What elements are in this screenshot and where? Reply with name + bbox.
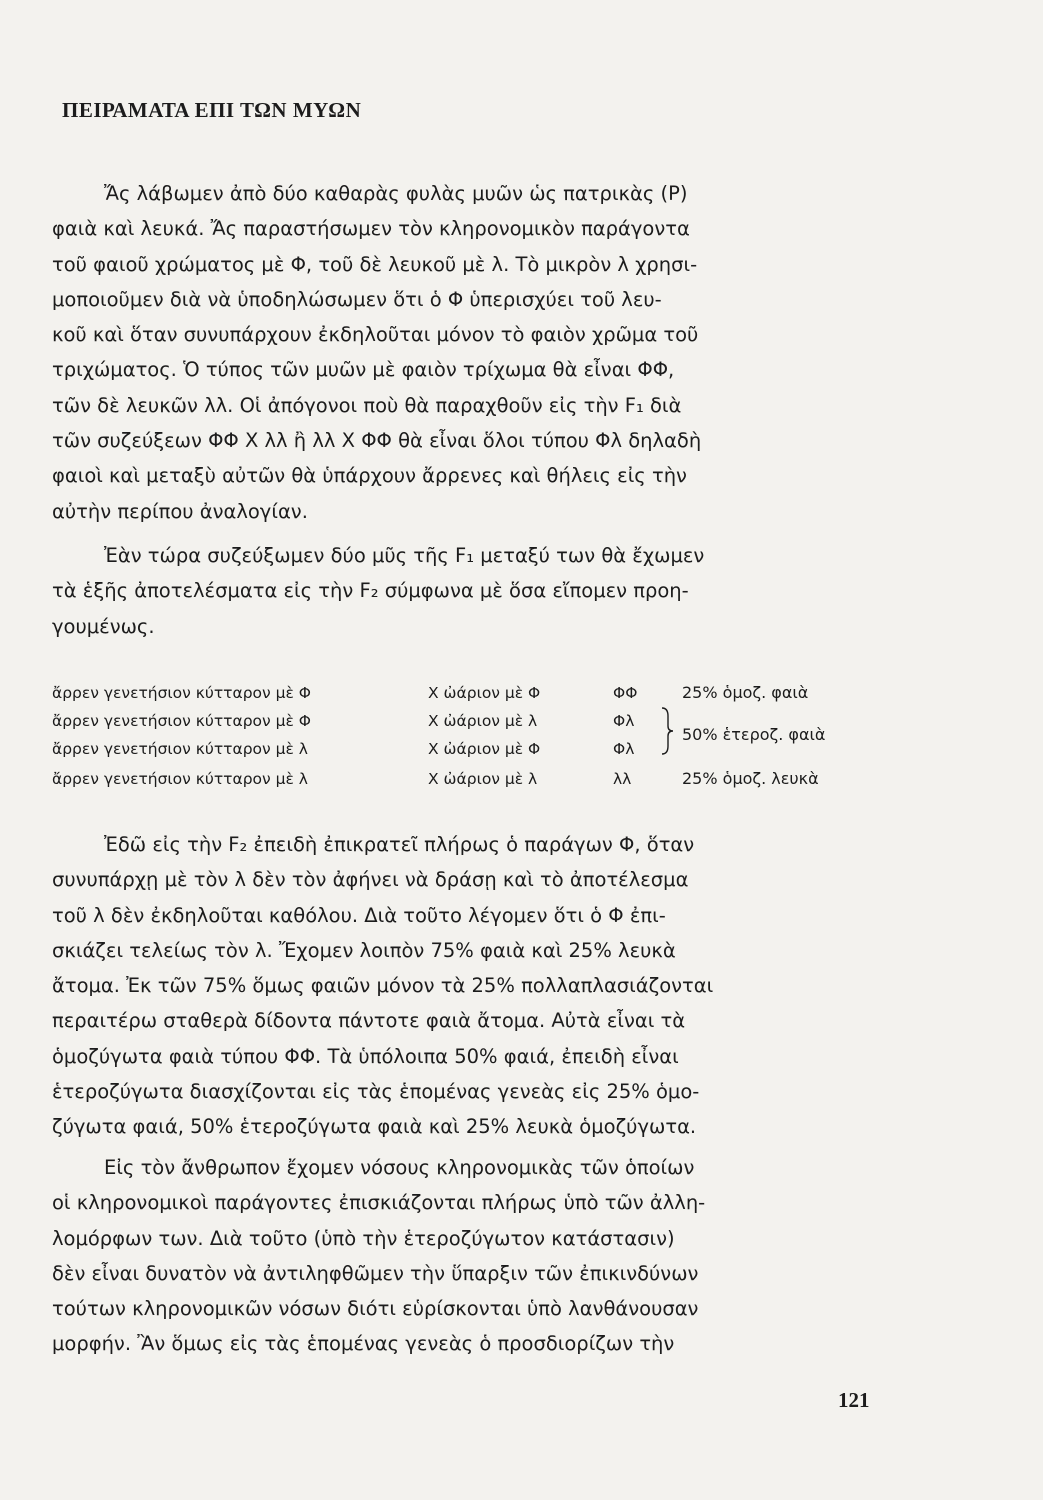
paragraph-2 — [52, 538, 907, 644]
text-line: οἱ κληρονομικοὶ παράγοντες ἐπισκιάζονται πλήρως ὑπὸ τῶν ἀλλη- — [52, 1191, 706, 1215]
text-line: περαιτέρω σταθερὰ δίδοντα πάντοτε φαιὰ ἄτομα. Αὐτὰ εἶναι τὰ — [52, 1009, 686, 1033]
text-line: σκιάζει τελείως τὸν λ. Ἔχομεν λοιπὸν 75% φαιὰ καὶ 25% λευκὰ — [52, 938, 676, 962]
text-line: μορφήν. Ἂν ὅμως εἰς τὰς ἑπομένας γενεὰς ὁ προσδιορίζων τὴν — [52, 1332, 675, 1356]
page-number: 121 — [838, 1388, 870, 1412]
genotype: Φλ — [613, 740, 635, 758]
text-line: ὁμοζύγωτα φαιὰ τύπου ΦΦ. Τὰ ὑπόλοιπα 50% φαιά, ἐπειδὴ εἶναι — [52, 1044, 679, 1068]
paragraph-3 — [52, 827, 907, 1145]
paragraph-1 — [52, 176, 907, 529]
section-heading: ΠΕΙΡΑΜΑΤΑ ΕΠΙ ΤΩΝ ΜΥΩΝ — [62, 98, 362, 122]
text-line: Εἰς τὸν ἄνθρωπον ἔχομεν νόσους κληρονομικὰς τῶν ὁποίων — [104, 1156, 695, 1179]
right-brace-icon — [660, 706, 674, 756]
text-line: συνυπάρχῃ μὲ τὸν λ δὲν τὸν ἀφήνει νὰ δράσῃ καὶ τὸ ἀποτέλεσμα — [52, 868, 689, 892]
genotype: Φλ — [613, 712, 635, 730]
text-line: Ἐδῶ εἰς τὴν F₂ ἐπειδὴ ἐπικρατεῖ πλήρως ὁ παράγων Φ, ὅταν — [104, 833, 695, 856]
male-gamete: ἄρρεν γενετήσιον κύτταρον μὲ λ — [52, 740, 308, 758]
text-line: φαιοὶ καὶ μεταξὺ αὐτῶν θὰ ὑπάρχουν ἄρρενες καὶ θήλεις εἰς τὴν — [52, 464, 687, 488]
female-gamete: Χ ὠάριον μὲ λ — [428, 770, 538, 788]
female-gamete: Χ ὠάριον μὲ Φ — [428, 684, 541, 702]
text-line: τοῦ φαιοῦ χρώματος μὲ Φ, τοῦ δὲ λευκοῦ μὲ λ. Τὸ μικρὸν λ χρησι- — [52, 252, 698, 276]
text-line: ἄτομα. Ἐκ τῶν 75% ὅμως φαιῶν μόνον τὰ 25% πολλαπλασιάζονται — [52, 974, 714, 998]
text-line: τῶν συζεύξεων ΦΦ Χ λλ ἢ λλ Χ ΦΦ θὰ εἶναι ὅλοι τύπου Φλ δηλαδὴ — [52, 429, 702, 453]
text-line: φαιὰ καὶ λευκά. Ἄς παραστήσωμεν τὸν κληρονομικὸν παράγοντα — [52, 217, 690, 241]
text-line: τριχώματος. Ὁ τύπος τῶν μυῶν μὲ φαιὸν τρίχωμα θὰ εἶναι ΦΦ, — [52, 358, 675, 382]
text-line: Ἐὰν τώρα συζεύξωμεν δύο μῦς τῆς F₁ μεταξύ των θὰ ἔχωμεν — [104, 544, 705, 567]
result: 25% ὁμοζ. λευκὰ — [682, 769, 819, 788]
text-line: αὐτὴν περίπου ἀναλογίαν. — [52, 499, 308, 523]
result: 25% ὁμοζ. φαιὰ — [682, 683, 809, 702]
text-line: ζύγωτα φαιά, 50% ἑτεροζύγωτα φαιὰ καὶ 25% λευκὰ ὁμοζύγωτα. — [52, 1115, 697, 1139]
text-line: τούτων κληρονομικῶν νόσων διότι εὑρίσκονται ὑπὸ λανθάνουσαν — [52, 1297, 699, 1321]
text-line: τῶν δὲ λευκῶν λλ. Οἱ ἀπόγονοι ποὺ θὰ παραχθοῦν εἰς τὴν F₁ διὰ — [52, 393, 682, 417]
text-line: τὰ ἑξῆς ἀποτελέσματα εἰς τὴν F₂ σύμφωνα μὲ ὅσα εἴπομεν προη- — [52, 579, 689, 603]
female-gamete: Χ ὠάριον μὲ λ — [428, 712, 538, 730]
male-gamete: ἄρρεν γενετήσιον κύτταρον μὲ Φ — [52, 712, 311, 730]
text-line: ἑτεροζύγωτα διασχίζονται εἰς τὰς ἑπομένας γενεὰς εἰς 25% ὁμο- — [52, 1080, 700, 1104]
genotype: ΦΦ — [613, 684, 638, 702]
text-line: γουμένως. — [52, 614, 155, 638]
text-line: τοῦ λ δὲν ἐκδηλοῦται καθόλου. Διὰ τοῦτο λέγομεν ὅτι ὁ Φ ἐπι- — [52, 903, 666, 927]
paragraph-4 — [52, 1150, 907, 1362]
text-line: μοποιοῦμεν διὰ νὰ ὑποδηλώσωμεν ὅτι ὁ Φ ὑπερισχύει τοῦ λευ- — [52, 287, 662, 311]
genotype: λλ — [613, 770, 632, 788]
male-gamete: ἄρρεν γενετήσιον κύτταρον μὲ Φ — [52, 684, 311, 702]
text-line: λομόρφων των. Διὰ τοῦτο (ὑπὸ τὴν ἑτεροζύγωτον κατάστασιν) — [52, 1226, 675, 1250]
male-gamete: ἄρρεν γενετήσιον κύτταρον μὲ λ — [52, 770, 308, 788]
braced-result: 50% ἑτεροζ. φαιὰ — [682, 725, 826, 744]
text-line: δὲν εἶναι δυνατὸν νὰ ἀντιληφθῶμεν τὴν ὕπαρξιν τῶν ἐπικινδύνων — [52, 1261, 699, 1285]
text-line: Ἄς λάβωμεν ἀπὸ δύο καθαρὰς φυλὰς μυῶν ὡς πατρικὰς (Ρ) — [104, 182, 688, 205]
text-line: κοῦ καὶ ὅταν συνυπάρχουν ἐκδηλοῦται μόνον τὸ φαιὸν χρῶμα τοῦ — [52, 323, 699, 347]
female-gamete: Χ ὠάριον μὲ Φ — [428, 740, 541, 758]
